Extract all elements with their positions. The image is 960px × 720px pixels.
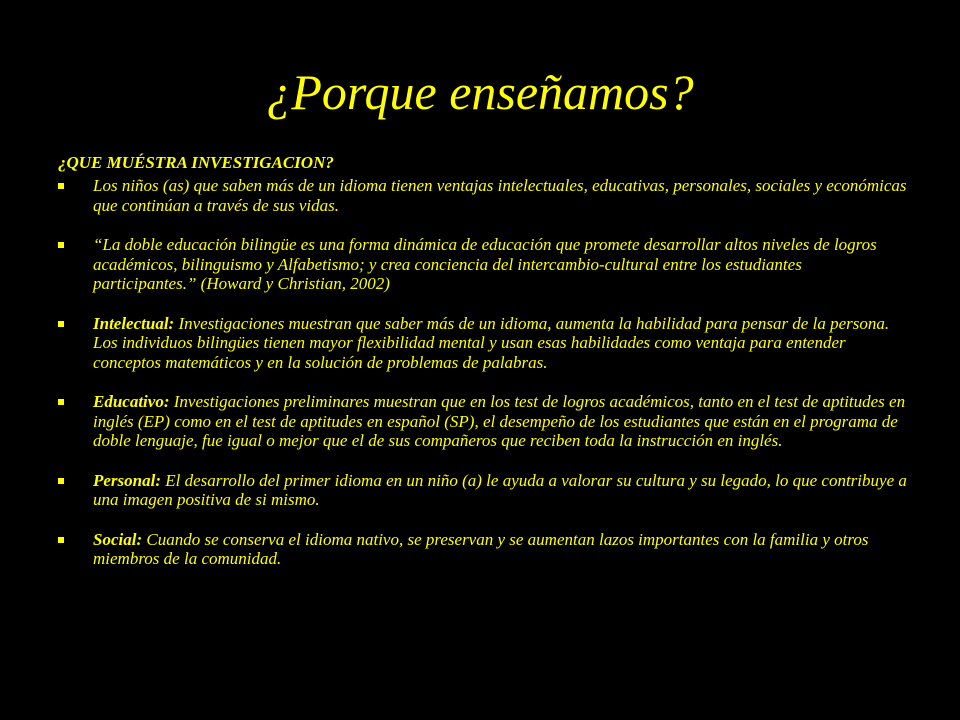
bullet-list: [58, 176, 908, 589]
bullet-text: Cuando se conserva el idioma nativo, se preservan y se aumentan lazos importantes con la familia y otros miembros de la comunidad.: [93, 529, 869, 568]
square-bullet-icon: [58, 183, 64, 189]
square-bullet-icon: [58, 537, 64, 543]
bullet-item: [58, 530, 908, 569]
bullet-lead: Educativo:: [93, 392, 170, 411]
bullet-item: [58, 314, 908, 373]
bullet-text: “La doble educación bilingüe es una forma dinámica de educación que promete desarrollar altos niveles de logros académicos, bilinguismo y Alfabetismo; y crea conciencia del intercambio-cultural entre los estudiantes participantes.” (Howard y Christian, 2002): [93, 235, 877, 293]
square-bullet-icon: [58, 242, 64, 248]
slide-title: ¿Porque enseñamos?: [266, 64, 694, 120]
bullet-item: [58, 235, 908, 294]
bullet-item: [58, 392, 908, 451]
slide-subheading: ¿QUE MUÉSTRA INVESTIGACION?: [58, 153, 334, 172]
bullet-item: [58, 176, 908, 215]
bullet-text: El desarrollo del primer idioma en un niño (a) le ayuda a valorar su cultura y su legado, lo que contribuye a una imagen positiva de si mismo.: [93, 470, 907, 509]
bullet-text: Investigaciones preliminares muestran que en los test de logros académicos, tanto en el test de aptitudes en inglés (EP) como en el test de aptitudes en español (SP), el desempeño de los estudiantes que están en el programa de doble lenguaje, fue igual o mejor que el de sus compañeros que reciben toda la instrucción en inglés.: [93, 392, 906, 450]
bullet-lead: Social:: [93, 529, 143, 549]
bullet-text: Investigaciones muestran que saber más de un idioma, aumenta la habilidad para pensar de la persona. Los individuos bilingües tienen mayor flexibilidad mental y usan esas habilidades como ventaja para entender conceptos matemáticos y en la solución de problemas de palabras.: [93, 313, 890, 372]
bullet-item: [58, 471, 908, 510]
square-bullet-icon: [58, 478, 64, 484]
square-bullet-icon: [58, 399, 64, 405]
square-bullet-icon: [58, 321, 64, 327]
bullet-lead: Intelectual:: [93, 313, 175, 333]
bullet-lead: Personal:: [93, 470, 161, 490]
bullet-text: Los niños (as) que saben más de un idioma tienen ventajas intelectuales, educativas, personales, sociales y económicas que continúan a través de sus vidas.: [93, 176, 907, 215]
